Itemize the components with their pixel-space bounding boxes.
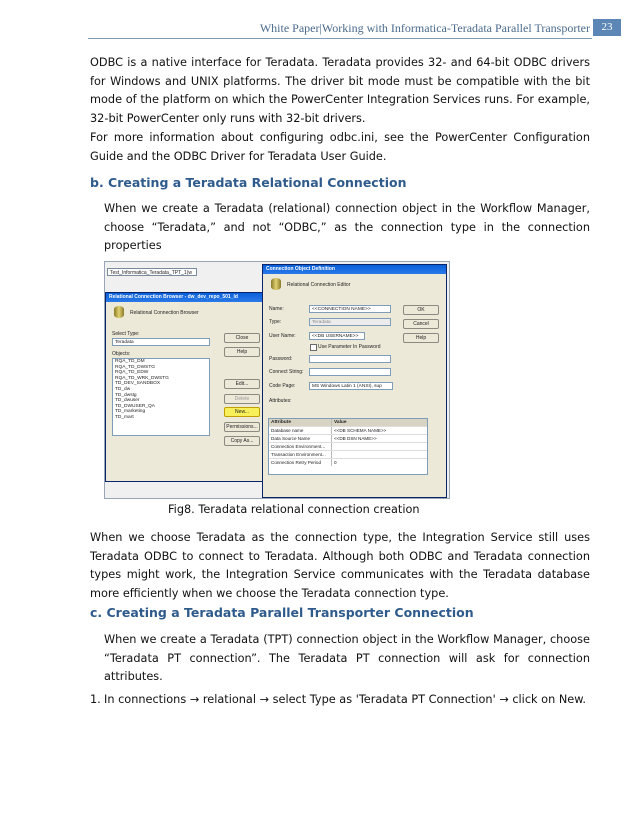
attr-name: Connection Environment...	[269, 443, 332, 450]
list-item[interactable]: TD_dwuser	[115, 398, 140, 404]
attr-value[interactable]: 0	[334, 460, 337, 465]
new-button[interactable]: New...	[224, 407, 260, 417]
select-type-label: Select Type:	[112, 331, 140, 337]
code-page-dropdown[interactable]: MS Windows Latin 1 (ANSI), sup	[309, 382, 393, 390]
connect-string-input[interactable]	[309, 368, 391, 376]
attr-name: Transaction Environment...	[269, 451, 332, 458]
objects-label: Objects:	[112, 351, 131, 357]
user-name-input[interactable]: <<DB USERNAME>>	[309, 332, 365, 340]
header-divider	[88, 38, 592, 39]
header-title: White Paper|Working with Informatica-Teradata Parallel Transporter	[259, 21, 590, 35]
attr-col-header: Attribute	[269, 419, 332, 426]
copy-as-button[interactable]: Copy As...	[224, 436, 260, 446]
cancel-button[interactable]: Cancel	[403, 319, 439, 329]
list-item[interactable]: RQA_TD_DWSTG	[115, 364, 155, 370]
select-type-dropdown[interactable]: Teradata	[112, 338, 210, 346]
list-item[interactable]: RQA_TD_EDW	[115, 370, 149, 376]
definition-help-button[interactable]: Help	[403, 333, 439, 343]
close-button[interactable]: Close	[224, 333, 260, 343]
attr-value[interactable]: <<DB SCHEMA NAME>>	[334, 428, 387, 433]
attributes-table	[268, 418, 428, 475]
attr-name: Database name	[269, 427, 332, 434]
connection-definition-window	[262, 264, 447, 498]
attr-value[interactable]	[332, 443, 427, 450]
user-name-label: User Name:	[269, 333, 296, 339]
list-item[interactable]: RQA_TD_WRK_DWSTG	[115, 375, 169, 381]
heading-relational-connection: b. Creating a Teradata Relational Connection	[90, 175, 407, 190]
value-col-header: Value	[334, 420, 347, 425]
definition-titlebar: Connection Object Definition	[263, 265, 446, 274]
password-input[interactable]	[309, 355, 391, 363]
database-icon	[114, 306, 124, 318]
list-item[interactable]: TD_dwstg	[115, 392, 137, 398]
paragraph-more-info: For more information about configuring odbc.ini, see the PowerCenter Configuration Guide and the ODBC Driver for Teradata User Guide.	[90, 131, 590, 163]
paragraph-teradata-type: When we choose Teradata as the connection type, the Integration Service still uses Teradata ODBC to connect to Teradata. Although both ODBC and Teradata connection types might work, the Integration Service communicates with the Teradata database more efficiently when we choose the Teradata connection type.	[90, 531, 590, 600]
attr-name: Data Source Name	[269, 435, 332, 442]
attr-name: Connection Retry Period	[269, 459, 332, 466]
paragraph-odbc: ODBC is a native interface for Teradata. Teradata provides 32- and 64-bit ODBC drivers for Windows and UNIX platforms. The driver bit mode must be compatible with the bit mode of the platform on which the PowerCenter Integration Services runs. For example, 32-bit PowerCenter only runs with 32-bit drivers.	[90, 56, 590, 125]
list-item[interactable]: RQA_TD_DM	[115, 359, 145, 364]
table-row[interactable]	[269, 426, 427, 434]
type-label: Type:	[269, 319, 282, 325]
use-parameter-label: Use Parameter In Password	[318, 344, 381, 350]
name-input[interactable]: <<CONNECTION NAME>>	[309, 305, 391, 313]
numbered-list	[90, 691, 590, 709]
attributes-label: Attributes:	[269, 398, 292, 404]
password-label: Password:	[269, 356, 293, 362]
table-row[interactable]	[269, 458, 427, 466]
attr-value[interactable]	[332, 451, 427, 458]
objects-list[interactable]	[112, 358, 210, 436]
definition-subtitle: Relational Connection Editor	[287, 282, 351, 288]
list-item[interactable]: TD_marketing	[115, 409, 146, 415]
list-number: 1.	[90, 693, 101, 706]
permissions-button[interactable]: Permissions...	[224, 422, 260, 432]
browser-subtitle: Relational Connection Browser	[130, 310, 199, 316]
type-input: Teradata	[309, 318, 391, 326]
connection-browser-window	[105, 292, 273, 482]
paragraph-tpt: When we create a Teradata (TPT) connection object in the Workflow Manager, choose “Teradata PT connection”. The Teradata PT connection will ask for connection attributes.	[104, 633, 590, 683]
ok-button[interactable]: OK	[403, 305, 439, 315]
page-number: 23	[593, 19, 621, 36]
edit-button[interactable]: Edit...	[224, 379, 260, 389]
heading-tpt-connection: c. Creating a Teradata Parallel Transporter Connection	[90, 605, 474, 620]
attributes-header	[269, 419, 427, 426]
page-header	[0, 19, 638, 39]
delete-button[interactable]: Delete	[224, 394, 260, 404]
code-page-label: Code Page:	[269, 383, 296, 389]
database-icon	[271, 278, 281, 290]
toolbar-combo[interactable]: Test_Informatica_Teradata_TPT_1(w	[107, 268, 197, 276]
attr-value[interactable]: <<DB DSN NAME>>	[334, 436, 377, 441]
figure-caption: Fig8. Teradata relational connection creation	[168, 503, 420, 516]
paragraph-relational: When we create a Teradata (relational) connection object in the Workflow Manager, choose “Teradata,” and not “ODBC,” as the connection type in the connection properties	[104, 202, 590, 252]
browser-help-button[interactable]: Help	[224, 347, 260, 357]
connect-string-label: Connect String:	[269, 369, 304, 375]
list-item[interactable]: TD_DEV_SANDBOX	[115, 381, 161, 387]
use-parameter-checkbox[interactable]	[310, 344, 317, 351]
list-item[interactable]: TD_DWUSER_QA	[115, 403, 155, 409]
list-item: In connections → relational → select Type as 'Teradata PT Connection' → click on New.	[104, 693, 587, 706]
list-item[interactable]: TD_dw	[115, 386, 131, 392]
figure-screenshot	[104, 261, 450, 499]
browser-titlebar: Relational Connection Browser - dw_dev_repo_501_ld	[106, 293, 272, 302]
table-row[interactable]	[269, 450, 427, 458]
name-label: Name:	[269, 306, 284, 312]
table-row[interactable]	[269, 434, 427, 442]
list-item[interactable]: TD_mart	[115, 414, 134, 420]
table-row[interactable]	[269, 442, 427, 450]
